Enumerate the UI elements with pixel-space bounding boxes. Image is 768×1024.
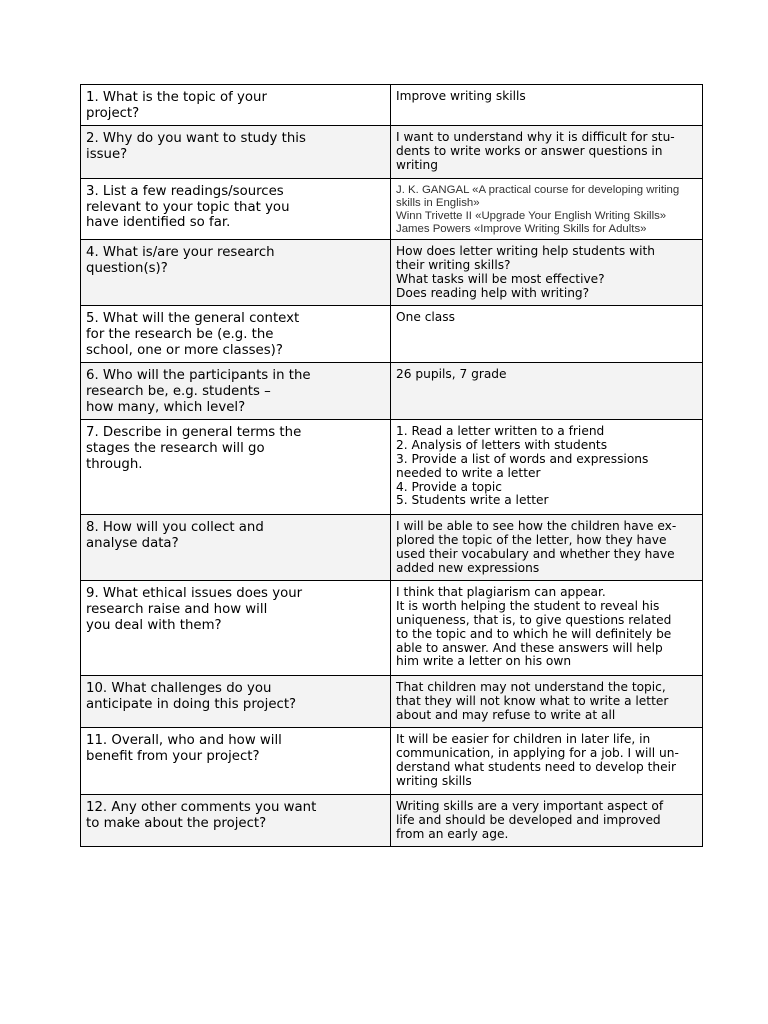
answer-line: to the topic and to which he will definitely be: [396, 626, 672, 641]
answer-line: 2. Analysis of letters with students: [396, 438, 608, 453]
question-line: 5. What will the general context: [86, 311, 300, 327]
question-line: 2. Why do you want to study this: [86, 131, 306, 147]
question-line: 10. What challenges do you: [86, 681, 272, 697]
answer-line: about and may refuse to write at all: [396, 707, 616, 722]
answer-line: Does reading help with writing?: [396, 285, 590, 300]
answer-line: uniqueness, that is, to give questions related: [396, 612, 672, 627]
answer-line: able to answer. And these answers will help: [396, 640, 663, 655]
answer-cell: [391, 515, 703, 581]
table-row: [81, 126, 703, 179]
answer-line: Winn Trivette II «Upgrade Your English Writing Skills»: [396, 209, 667, 222]
answer-line: What tasks will be most effective?: [396, 271, 605, 286]
answer-line: 3. Provide a list of words and expressions: [396, 451, 649, 466]
question-line: 3. List a few readings/sources: [86, 184, 284, 200]
table-row: [81, 240, 703, 306]
question-line: benefit from your project?: [86, 748, 260, 764]
question-cell: [81, 515, 391, 581]
question-cell: [81, 581, 391, 676]
answer-line: I want to understand why it is difficult for stu-: [396, 130, 675, 145]
answer-cell: [391, 363, 703, 420]
question-line: 11. Overall, who and how will: [86, 733, 282, 749]
question-line: issue?: [86, 146, 128, 162]
question-line: 8. How will you collect and: [86, 520, 264, 536]
question-line: 4. What is/are your research: [86, 245, 275, 261]
answer-line: Improve writing skills: [396, 89, 526, 103]
answer-line: needed to write a letter: [396, 465, 541, 480]
table-row: [81, 85, 703, 126]
answer-line: That children may not understand the topic,: [396, 680, 666, 695]
answer-cell: [391, 85, 703, 126]
answer-line: used their vocabulary and whether they have: [396, 546, 675, 561]
answer-line: added new expressions: [396, 560, 540, 575]
answer-line: that they will not know what to write a letter: [396, 694, 669, 709]
table-row: [81, 795, 703, 847]
question-line: 9. What ethical issues does your: [86, 586, 303, 602]
answer-cell: [391, 179, 703, 240]
answer-line: dents to write works or answer questions in: [396, 143, 663, 158]
question-line: relevant to your topic that you: [86, 199, 290, 215]
table-row: [81, 581, 703, 676]
answer-line: writing: [396, 157, 438, 172]
question-cell: [81, 179, 391, 240]
question-cell: [81, 728, 391, 795]
question-line: to make about the project?: [86, 815, 267, 831]
answer-line: from an early age.: [396, 826, 509, 841]
answer-line: One class: [396, 310, 455, 325]
question-cell: [81, 240, 391, 306]
question-line: stages the research will go: [86, 440, 265, 456]
question-line: research raise and how will: [86, 601, 268, 617]
question-line: project?: [86, 105, 140, 121]
answer-line: How does letter writing help students with: [396, 244, 655, 259]
answer-cell: [391, 306, 703, 363]
question-line: 7. Describe in general terms the: [86, 425, 302, 441]
table-row: [81, 363, 703, 420]
answer-line: It will be easier for children in later life, in: [396, 732, 651, 747]
answer-line: plored the topic of the letter, how they have: [396, 533, 667, 548]
answer-cell: [391, 728, 703, 795]
question-line: 12. Any other comments you want: [86, 800, 317, 816]
answer-line: Writing skills are a very important aspect of: [396, 799, 664, 814]
question-cell: [81, 126, 391, 179]
question-cell: [81, 795, 391, 847]
answer-line: 4. Provide a topic: [396, 479, 502, 494]
question-line: anticipate in doing this project?: [86, 696, 297, 712]
answer-line: It is worth helping the student to reveal his: [396, 599, 660, 614]
answer-line: I think that plagiarism can appear.: [396, 585, 606, 600]
answer-line: derstand what students need to develop their: [396, 759, 677, 774]
question-cell: [81, 676, 391, 728]
question-line: through.: [86, 456, 143, 472]
question-cell: [81, 363, 391, 420]
project-questionnaire-table: [80, 84, 703, 847]
question-line: research be, e.g. students –: [86, 383, 271, 399]
answer-line: him write a letter on his own: [396, 654, 572, 669]
answer-line: 1. Read a letter written to a friend: [396, 424, 605, 439]
answer-line: James Powers «Improve Writing Skills for Adults»: [396, 222, 647, 235]
answer-line: 5. Students write a letter: [396, 493, 549, 508]
question-cell: [81, 306, 391, 363]
question-line: analyse data?: [86, 535, 179, 551]
table-row: [81, 306, 703, 363]
answer-cell: [391, 581, 703, 676]
answer-cell: [391, 795, 703, 847]
answer-line: skills in English»: [396, 196, 480, 209]
table-row: [81, 179, 703, 240]
answer-cell: [391, 240, 703, 306]
question-line: 1. What is the topic of your: [86, 90, 267, 105]
table-row: [81, 515, 703, 581]
answer-line: I will be able to see how the children have ex-: [396, 519, 677, 534]
answer-line: writing skills: [396, 773, 472, 788]
answer-line: their writing skills?: [396, 258, 511, 273]
answer-line: life and should be developed and improved: [396, 813, 661, 828]
question-cell: [81, 420, 391, 515]
answer-line: 26 pupils, 7 grade: [396, 367, 507, 382]
question-line: have identified so far.: [86, 215, 231, 231]
answer-line: communication, in applying for a job. I will un-: [396, 746, 679, 761]
questionnaire-body: [81, 85, 703, 847]
answer-cell: [391, 420, 703, 515]
question-line: how many, which level?: [86, 399, 246, 415]
table-row: [81, 420, 703, 515]
question-line: you deal with them?: [86, 617, 222, 633]
answer-cell: [391, 126, 703, 179]
question-line: 6. Who will the participants in the: [86, 368, 311, 384]
answer-line: J. K. GANGAL «A practical course for developing writing: [396, 184, 680, 197]
table-row: [81, 728, 703, 795]
table-row: [81, 676, 703, 728]
question-cell: [81, 85, 391, 126]
question-line: for the research be (e.g. the: [86, 326, 274, 342]
question-line: question(s)?: [86, 260, 168, 276]
answer-cell: [391, 676, 703, 728]
question-line: school, one or more classes)?: [86, 342, 283, 358]
